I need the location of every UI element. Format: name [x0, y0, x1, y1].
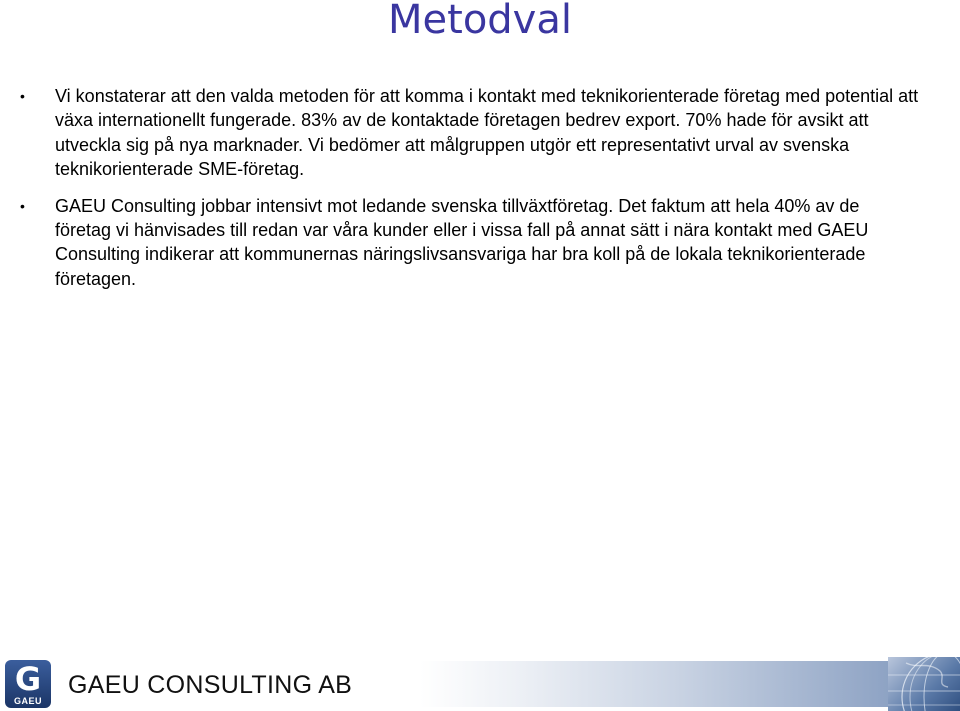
footer [0, 657, 960, 711]
globe-image [888, 657, 960, 711]
logo-letter: G [14, 660, 42, 698]
slide-title: Metodval [388, 0, 572, 43]
globe-icon [888, 657, 960, 711]
logo-text: GAEU [13, 696, 42, 706]
bullet-item [20, 84, 920, 182]
footer-gradient-band [420, 661, 888, 707]
bullet-text: GAEU Consulting jobbar intensivt mot ledande svenska tillväxtföretag. Det faktum att hela 40% av de företag vi hänvisades till redan var våra kunder eller i vissa fall på annat sätt i nära kontakt med GAEU Consulting indikerar att kommunernas näringslivsansvariga har bra koll på de lokala teknikorienterade företagen. [55, 195, 869, 289]
bullet-marker: • [20, 88, 25, 104]
gaeu-logo [5, 660, 51, 708]
bullet-text: Vi konstaterar att den valda metoden för att komma i kontakt med teknikorienterade företag med potential att växa internationellt fungerade. 83% av de kontaktade företagen bedrev export. 70% hade för avsikt att utveckla sig på nya marknader. Vi bedömer att målgruppen utgör ett representativt urval av svenska teknikorienterade SME-företag. [55, 86, 919, 180]
company-name: GAEU CONSULTING AB [68, 671, 353, 699]
bullet-marker: • [20, 197, 25, 214]
bullet-list [20, 84, 920, 291]
bullet-item [20, 194, 920, 292]
